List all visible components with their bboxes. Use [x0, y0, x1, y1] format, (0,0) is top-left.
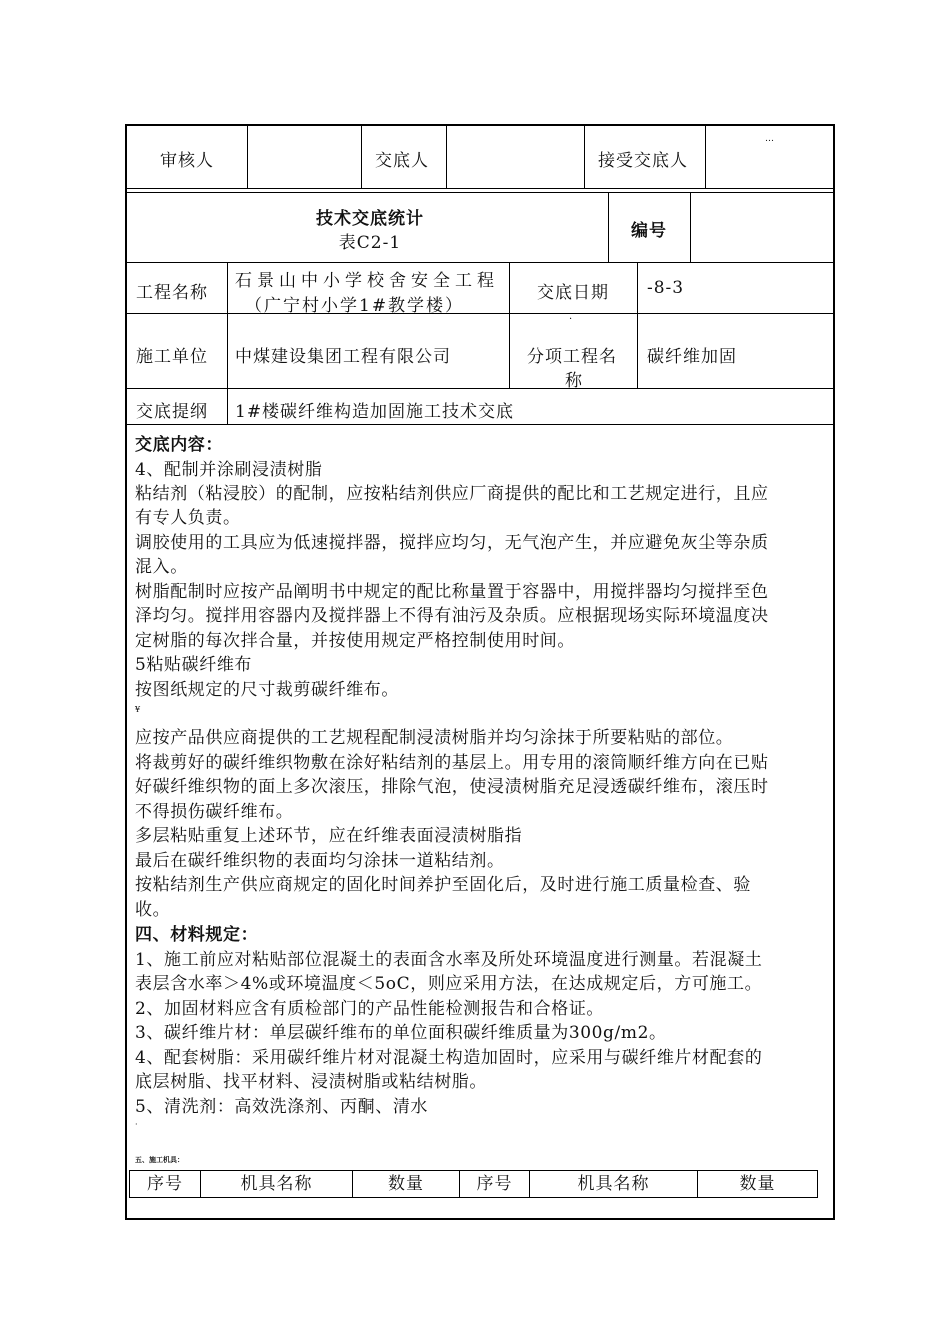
form-code: 表C2-1	[338, 233, 402, 253]
col-divider	[705, 124, 706, 188]
receiver-label: 接受交底人	[598, 151, 688, 171]
content-line: 定树脂的每次拌合量，并按使用规定严格控制使用时间。	[135, 631, 575, 651]
discloser-label: 交底人	[375, 151, 429, 171]
content-line: 多层粘贴重复上述环节，应在纤维表面浸渍树脂指	[135, 826, 523, 846]
content-line: 混入。	[135, 557, 188, 577]
col-divider	[608, 192, 609, 262]
construction-unit-value: 中煤建设集团工程有限公司	[235, 347, 451, 367]
col-divider	[446, 124, 447, 188]
col-divider	[361, 124, 362, 188]
col-divider	[690, 192, 691, 262]
project-name-line1: 石景山中小学校舍安全工程	[235, 271, 499, 291]
machines-heading: 五、施工机具：	[135, 1156, 184, 1164]
content-line: 按粘结剂生产供应商规定的固化时间养护至固化后，及时进行施工质量检查、验	[135, 875, 751, 895]
col-divider	[637, 262, 638, 388]
content-mark: ¥	[135, 705, 141, 714]
machines-header-cell: 机具名称	[529, 1171, 697, 1197]
machines-header-cell: 机具名称	[200, 1171, 352, 1197]
disclosure-date-value: -8-3	[647, 278, 685, 298]
project-name-line2: （广宁村小学1#教学楼）	[245, 296, 465, 316]
number-label: 编号	[631, 221, 667, 241]
row-divider	[125, 188, 835, 189]
content-line: 好碳纤维织物的面上多次滚压，排除气泡，使浸渍树脂充足浸透碳纤维布，滚压时	[135, 777, 769, 797]
machines-table	[129, 1170, 818, 1198]
content-line: 泽均匀。搅拌用容器内及搅拌器上不得有油污及杂质。应根据现场实际环境温度决	[135, 606, 769, 626]
content-line: 按图纸规定的尺寸裁剪碳纤维布。	[135, 680, 399, 700]
outline-value: 1#楼碳纤维构造加固施工技术交底	[235, 402, 515, 422]
content-line: 4、配制并涂刷浸渍树脂	[135, 460, 323, 480]
machines-header-cell: 数量	[697, 1171, 817, 1197]
sub-project-label-line1: 分项工程名	[527, 347, 617, 367]
materials-line: 表层含水率＞4%或环境温度＜5oC，则应采用方法，在达成规定后，方可施工。	[135, 974, 763, 994]
machines-header-cell: 数量	[352, 1171, 459, 1197]
sub-project-label-line2: 称	[565, 371, 583, 391]
content-line: 收。	[135, 900, 171, 920]
materials-line: 2、加固材料应含有质检部门的产品性能检测报告和合格证。	[135, 999, 605, 1019]
row-divider	[125, 192, 835, 193]
materials-line: 4、配套树脂：采用碳纤维片材对混凝土构造加固时，应采用与碳纤维片材配套的	[135, 1048, 763, 1068]
row-divider	[125, 388, 835, 389]
content-line: 应按产品供应商提供的工艺规程配制浸渍树脂并均匀涂抹于所要粘贴的部位。	[135, 728, 734, 748]
row-divider	[125, 424, 835, 425]
dot-mark: ·	[135, 1120, 139, 1129]
construction-unit-label: 施工单位	[136, 347, 208, 367]
outline-label: 交底提纲	[136, 402, 208, 422]
project-name-label: 工程名称	[136, 283, 208, 303]
disclosure-date-label: 交底日期	[537, 283, 609, 303]
form-title: 技术交底统计	[316, 209, 424, 229]
row-divider	[125, 313, 835, 314]
content-line: 调胶使用的工具应为低速搅拌器，搅拌应均匀，无气泡产生，并应避免灰尘等杂质	[135, 533, 769, 553]
materials-line: 5、清洗剂：高效洗涤剂、丙酮、清水	[135, 1097, 429, 1117]
content-line: 最后在碳纤维织物的表面均匀涂抹一道粘结剂。	[135, 851, 505, 871]
col-divider	[227, 262, 228, 424]
content-heading: 交底内容：	[135, 435, 223, 455]
materials-line: 3、碳纤维片材：单层碳纤维布的单位面积碳纤维质量为300g/m2。	[135, 1023, 667, 1043]
content-line: 粘结剂（粘浸胶）的配制，应按粘结剂供应厂商提供的配比和工艺规定进行，且应	[135, 484, 769, 504]
content-line: 5粘贴碳纤维布	[135, 655, 253, 675]
sub-project-value: 碳纤维加固	[647, 347, 737, 367]
col-divider	[584, 124, 585, 188]
reviewer-label: 审核人	[160, 151, 214, 171]
sub-mark: ·	[569, 314, 574, 325]
machines-header-cell: 序号	[459, 1171, 529, 1197]
content-line: 有专人负责。	[135, 508, 241, 528]
content-line: 将裁剪好的碳纤维织物敷在涂好粘结剂的基层上。用专用的滚筒顺纤维方向在已贴	[135, 753, 769, 773]
corner-mark: …	[765, 134, 775, 144]
materials-heading: 四、材料规定：	[135, 925, 259, 945]
machines-header-cell: 序号	[147, 1174, 183, 1194]
content-line: 树脂配制时应按产品阐明书中规定的配比称量置于容器中，用搅拌器均匀搅拌至色	[135, 582, 769, 602]
materials-line: 底层树脂、找平材料、浸渍树脂或粘结树脂。	[135, 1072, 487, 1092]
materials-line: 1、施工前应对粘贴部位混凝土的表面含水率及所处环境温度进行测量。若混凝土	[135, 950, 763, 970]
col-divider	[509, 262, 510, 388]
content-line: 不得损伤碳纤维布。	[135, 802, 294, 822]
row-divider	[125, 262, 835, 263]
col-divider	[247, 124, 248, 188]
